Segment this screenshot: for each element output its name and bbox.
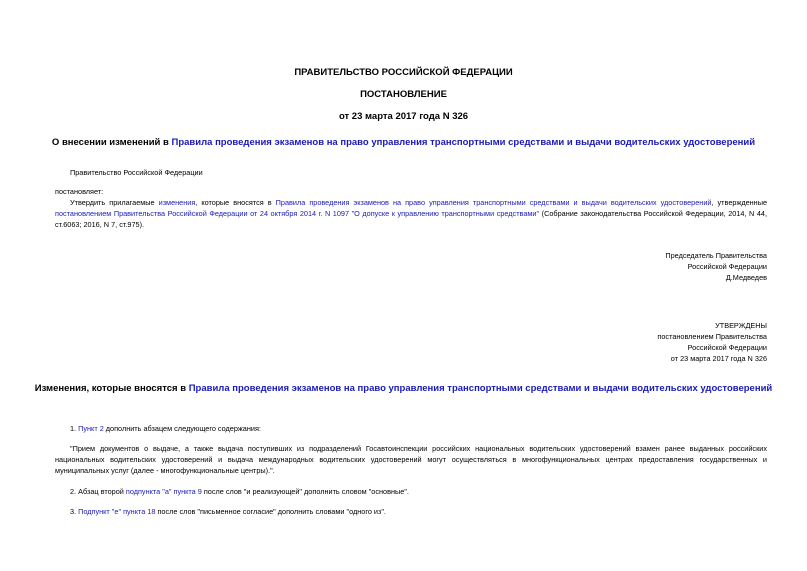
signature-name: Д.Медведев <box>725 273 767 282</box>
item-3 <box>55 506 767 517</box>
approved-heading: УТВЕРЖДЕНЫ <box>715 321 767 330</box>
item-3-text-1: 3. <box>70 507 79 516</box>
document-type: ПОСТАНОВЛЕНИЕ <box>360 89 447 100</box>
point-2-link[interactable]: Пункт 2 <box>78 424 104 433</box>
changes-title <box>30 383 777 395</box>
signature-block <box>500 250 767 283</box>
rules-link-2[interactable]: Правила проведения экзаменов на право управления транспортными средствами и выдачи водительских удостоверений <box>275 198 712 207</box>
signature-country: Российской Федерации <box>687 262 767 271</box>
approve-text-3: , утвержденные <box>711 198 767 207</box>
rules-link[interactable]: Правила проведения экзаменов на право управления транспортными средствами и выдачи водительских удостоверений <box>171 137 756 148</box>
changes-link[interactable]: изменения <box>158 198 196 207</box>
approved-block <box>500 320 767 364</box>
approved-date: от 23 марта 2017 года N 326 <box>670 354 767 363</box>
item-2 <box>55 486 767 497</box>
approved-country: Российской Федерации <box>687 343 767 352</box>
item-1 <box>55 423 767 434</box>
government-label: Правительство Российской Федерации <box>70 168 203 177</box>
government-heading: ПРАВИТЕЛЬСТВО РОССИЙСКОЙ ФЕДЕРАЦИИ <box>294 67 513 78</box>
quoted-paragraph: "Прием документов о выдаче, а также выдача поступивших из подразделений Госавтоинспекции российских национальных водительских удостоверений взамен ранее выданных российских национальных водительских удостоверений и выдача международных водительских удостоверений могут осуществляться в многофункциональных центрах предоставления государственных и муниципальных услуг (далее - многофункциональные центры).". <box>55 444 767 475</box>
approve-text-4: (Собрание законодательства Российской Федерации, 2014, N 44, ст.6063; 2016, N 7, ст.975). <box>55 209 768 229</box>
approve-text-1: Утвердить прилагаемые <box>70 198 159 207</box>
approve-paragraph <box>55 197 767 230</box>
signature-position: Председатель Правительства <box>665 251 767 260</box>
changes-title-prefix: Изменения, которые вносятся в <box>34 383 189 394</box>
subpoint-e-point-18-link[interactable]: Подпункт "е" пункта 18 <box>78 507 156 516</box>
title-prefix: О внесении изменений в <box>51 137 172 148</box>
approve-text-2: , которые вносятся в <box>195 198 276 207</box>
subpoint-a-point-9-link[interactable]: подпункта "а" пункта 9 <box>125 487 202 496</box>
rules-link-3[interactable]: Правила проведения экзаменов на право управления транспортными средствами и выдачи водительских удостоверений <box>188 383 773 394</box>
decides-label: постановляет: <box>55 187 104 196</box>
item-2-text-1: 2. Абзац второй <box>70 487 126 496</box>
item-1-text: дополнить абзацем следующего содержания: <box>103 424 261 433</box>
item-1-number: 1. <box>70 424 79 433</box>
item-2-text-2: после слов "и реализующей" дополнить словом "основные". <box>201 487 409 496</box>
item-3-text-2: после слов "письменное согласие" дополнить словами "одного из". <box>155 507 386 516</box>
document-title <box>30 137 777 149</box>
resolution-1097-link[interactable]: постановлением Правительства Российской Федерации от 24 октября 2014 г. N 1097 "О допуске к управлению транспортными средствами" <box>55 209 540 218</box>
approved-by: постановлением Правительства <box>657 332 767 341</box>
document-date: от 23 марта 2017 года N 326 <box>338 111 469 122</box>
